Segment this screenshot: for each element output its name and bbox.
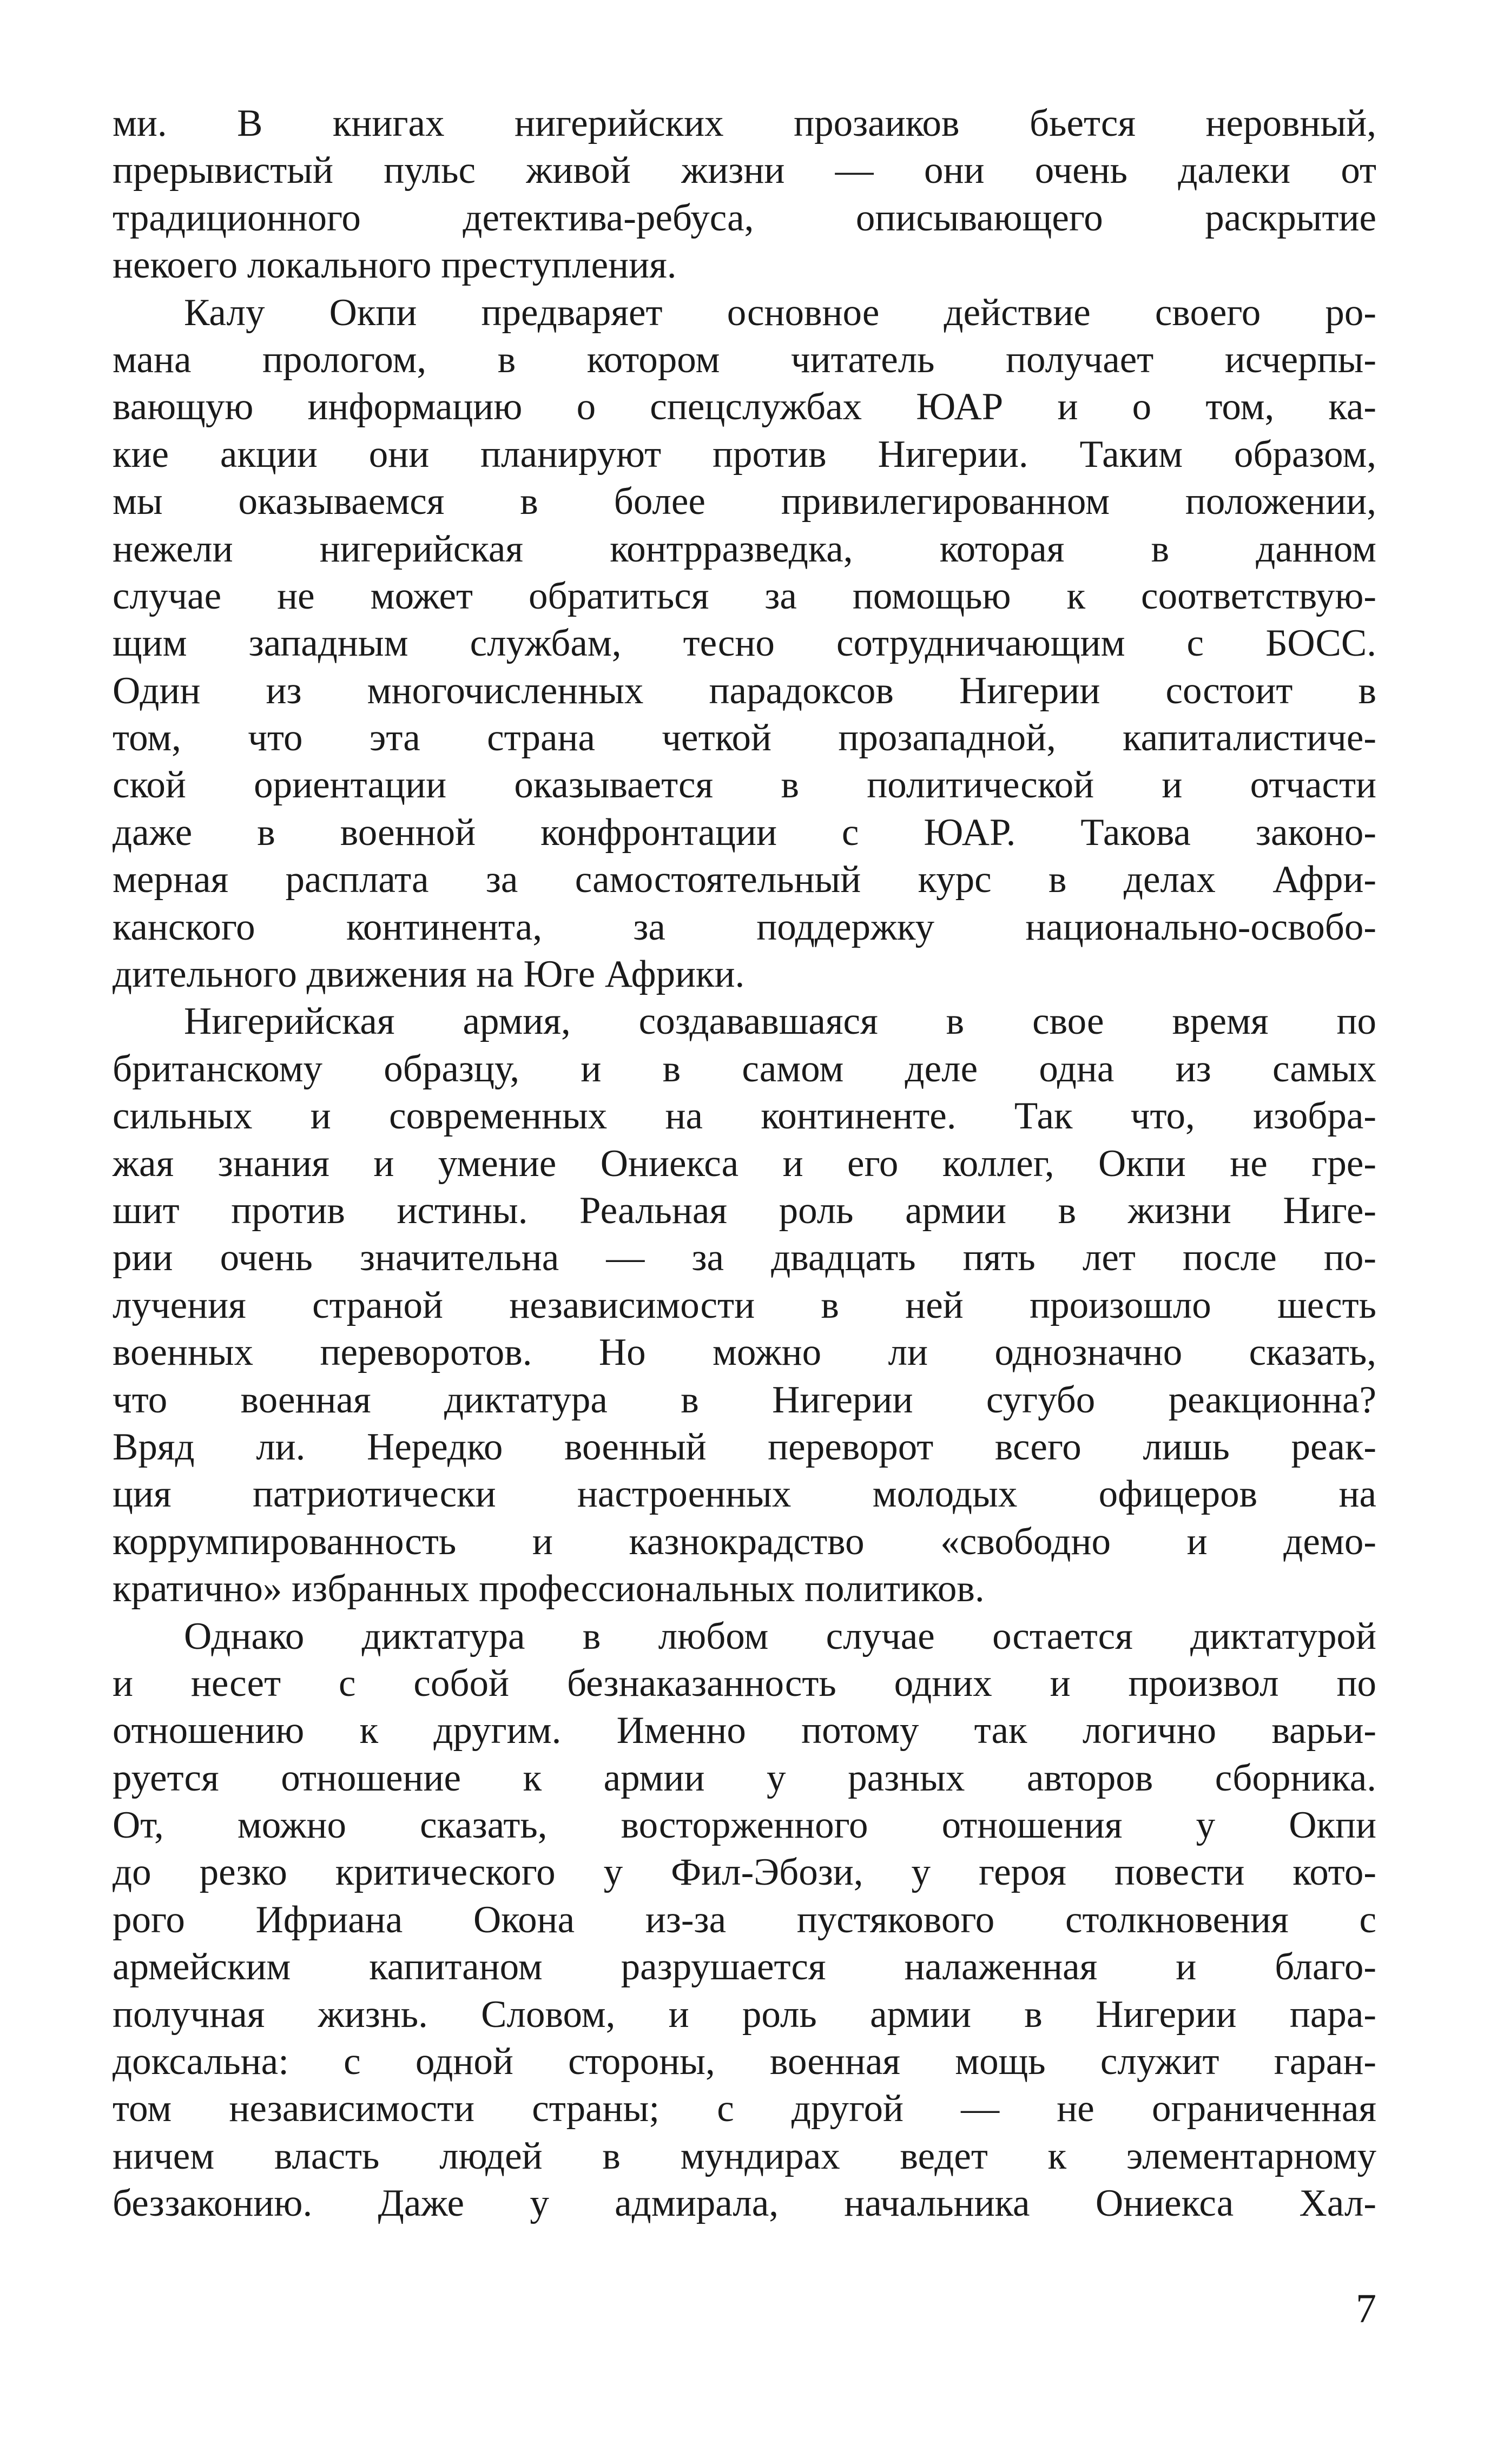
text-line: жая знания и умение Ониекса и его коллег, Окпи не гре-	[113, 1142, 1376, 1185]
text-line: мерная расплата за самостоятельный курс в делах Афри-	[113, 858, 1376, 901]
text-line: беззаконию. Даже у адмирала, начальника Ониекса Хал-	[113, 2182, 1376, 2225]
page-body	[113, 100, 1376, 2228]
text-line: сильных и современных на континенте. Так что, изобра-	[113, 1095, 1376, 1138]
text-line: ми. В книгах нигерийских прозаиков бьется неровный,	[113, 102, 1376, 144]
text-line: военных переворотов. Но можно ли однозначно сказать,	[113, 1331, 1376, 1374]
paragraph-1	[113, 100, 1376, 289]
text-line: шит против истины. Реальная роль армии в жизни Ниге-	[113, 1189, 1376, 1232]
text-line: От, можно сказать, восторженного отношения у Окпи	[113, 1804, 1376, 1847]
text-line: Калу Окпи предваряет основное действие своего ро-	[184, 291, 1376, 334]
text-line: том независимости страны; с другой — не ограниченная	[113, 2088, 1376, 2130]
text-line: некоего локального преступления.	[113, 244, 677, 287]
paragraph-4	[113, 1613, 1376, 2228]
text-line: случае не может обратиться за помощью к соответствую-	[113, 574, 1376, 617]
text-line: ция патриотически настроенных молодых офицеров на	[113, 1473, 1376, 1516]
text-line: британскому образцу, и в самом деле одна из самых	[113, 1047, 1376, 1090]
text-line: рии очень значительна — за двадцать пять лет после по-	[113, 1237, 1376, 1279]
paragraph-3	[113, 998, 1376, 1613]
text-line: даже в военной конфронтации с ЮАР. Такова законо-	[113, 811, 1376, 854]
text-line: мы оказываемся в более привилегированном положении,	[113, 480, 1376, 523]
text-line: Однако диктатура в любом случае остается диктатурой	[184, 1615, 1376, 1657]
text-line: канского континента, за поддержку национально-освобо-	[113, 906, 1376, 948]
text-line: руется отношение к армии у разных авторов сборника.	[113, 1756, 1376, 1799]
text-line: Вряд ли. Нередко военный переворот всего лишь реак-	[113, 1425, 1376, 1468]
text-line: лучения страной независимости в ней произошло шесть	[113, 1284, 1376, 1326]
text-line: кратично» избранных профессиональных политиков.	[113, 1568, 985, 1610]
text-line: до резко критического у Фил-Эбози, у героя повести кото-	[113, 1851, 1376, 1894]
text-line: щим западным службам, тесно сотрудничающим с БОСС.	[113, 622, 1376, 665]
text-line: и несет с собой безнаказанность одних и произвол по	[113, 1662, 1376, 1705]
text-line: вающую информацию о спецслужбах ЮАР и о том, ка-	[113, 386, 1376, 428]
text-line: дительного движения на Юге Африки.	[113, 953, 745, 996]
paragraph-2	[113, 289, 1376, 999]
text-line: ничем власть людей в мундирах ведет к элементарному	[113, 2135, 1376, 2177]
text-line: нежели нигерийская контрразведка, которая в данном	[113, 527, 1376, 570]
text-line: доксальна: с одной стороны, военная мощь служит гаран-	[113, 2040, 1376, 2083]
text-line: кие акции они планируют против Нигерии. Таким образом,	[113, 433, 1376, 475]
page-number: 7	[1356, 2286, 1376, 2331]
text-line: Нигерийская армия, создававшаяся в свое время по	[184, 1000, 1376, 1043]
text-line: том, что эта страна четкой прозападной, капиталистиче-	[113, 717, 1376, 759]
text-line: что военная диктатура в Нигерии сугубо реакционна?	[113, 1378, 1376, 1421]
text-line: армейским капитаном разрушается налаженная и благо-	[113, 1946, 1376, 1989]
text-line: прерывистый пульс живой жизни — они очень далеки от	[113, 149, 1376, 192]
text-line: традиционного детектива-ребуса, описывающего раскрытие	[113, 196, 1376, 239]
text-line: мана прологом, в котором читатель получает исчерпы-	[113, 338, 1376, 381]
text-line: отношению к другим. Именно потому так логично варьи-	[113, 1709, 1376, 1752]
text-line: ской ориентации оказывается в политической и отчасти	[113, 764, 1376, 807]
text-line: Один из многочисленных парадоксов Нигерии состоит в	[113, 669, 1376, 712]
text-line: коррумпированность и казнокрадство «свободно и демо-	[113, 1520, 1376, 1563]
text-line: рого Ифриана Окона из-за пустякового столкновения с	[113, 1898, 1376, 1941]
text-line: получная жизнь. Словом, и роль армии в Нигерии пара-	[113, 1993, 1376, 2036]
